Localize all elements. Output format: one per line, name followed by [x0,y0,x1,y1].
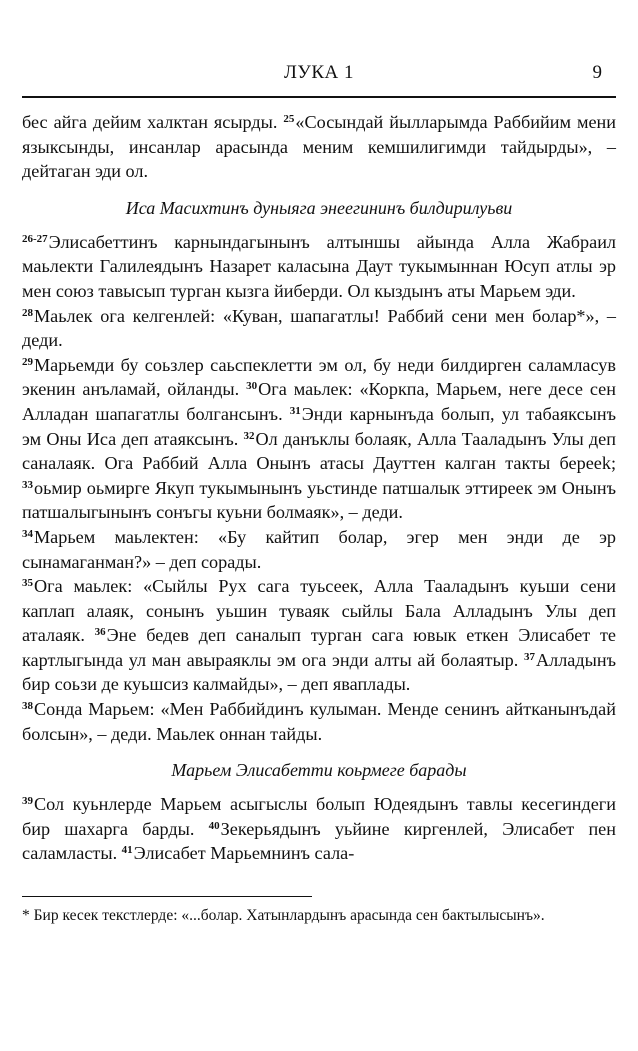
section-heading: Иса Масихтинъ дуныяга энеегининъ билдирилуьви [125,197,513,218]
verse-text: Ога маьлек: «Коркпа, Марьем, неге десе сен Алладан шапагатлы болгансынъ. [22,379,616,424]
verse-number: 31 [289,404,301,417]
running-header [22,62,616,86]
verse-text: Зекерьядынъ уьйине киргенлей, Элисабет пен саламласты. [22,818,616,864]
paragraph [22,110,616,184]
verse-text: бес айга дейим халктан ясырды. [22,112,284,132]
verse-number: 28 [22,306,33,319]
verse-text: Марьем маьлектен: «Бу кайтип болар, эгер мен энди де эр сынамаганман?» – деп сорады. [22,526,616,572]
verse-text: Ол данъклы болаяк, Алла Тааладынъ Улы деп саналаяк. Ога Раббий Алла Онынъ атасы Дауттен калган такты берееk; [22,428,616,474]
verse-text: Маьлек ога келгенлей: «Куван, шапагатлы! Раббий сени мен болар*», – деди. [22,305,616,351]
verse-text: Энди карнынъда болып, ул табаяксынъ эм Оны Иса деп атаяксынъ. [22,403,616,449]
verse-number: 33 [22,478,33,491]
section-heading: Марьем Элисабетти коьрмеге барады [171,760,467,781]
verse-text: Алладынъ бир соьзи де куьшсиз калмайды», – деп яваплады. [22,649,616,695]
page-number: 9 [592,62,602,83]
verse-number: 30 [246,380,258,393]
verse-text: Элисабет Марьемнинъ сала- [133,843,355,864]
paragraph [22,525,616,574]
verse-text: Марьемди бу соьзлер саьспеклетти эм ол, бу неди билдирген саламласув экенин анъламай, ойланды. [22,354,616,400]
verse-number: 32 [243,429,255,442]
verse-number: 36 [94,626,106,639]
verse-text: Элисабеттинъ карнындагынынъ алтыншы айында Алла Жабраил маьлекти Галилеядынъ Назарет каласына Даут тукымыннан Юсуп атлы эр мен союз тавысып турган кызга йиберди. Ол кыздынъ аты Марьем эди. [22,231,616,301]
verse-number: 34 [22,527,33,540]
verse-number: 38 [22,700,33,713]
verse-text: Сонда Марьем: «Мен Раббийдинъ кулыман. Менде сенинъ айтканынъдай болсын», – деди. Маьлек оннан тайды. [22,699,616,744]
verse-number: 41 [121,844,133,857]
verse-number: 39 [22,795,33,808]
paragraph [22,574,616,697]
verse-text: оьмир оьмирге Якуп тукымынынъ уьстинде патшалык эттиреек эм Онынъ патшалыгынынъ сонъгы куьни болмаяк», – деди. [22,477,616,523]
verse-number: 40 [208,819,220,832]
paragraph [22,697,616,746]
verse-number: 35 [22,577,33,590]
paragraph [22,353,616,525]
verse-text: «Сосындай йылларымда Раббийим мени языксынды, инсанлар арасында меним кемшилигимди тайдырды», – дейтаган эди ол. [22,112,616,182]
body-text [22,110,616,866]
verse-number: 25 [283,113,295,125]
verse-number: 37 [524,650,536,663]
paragraph [22,230,616,304]
running-title: ЛУКА 1 [284,62,354,83]
paragraph [22,304,616,353]
document-page [22,0,616,1051]
header-rule [22,96,616,98]
verse-text: Эне бедев деп саналып турган сага ювык еткен Элисабет те картлыгында ул ман авыраяклы эм ога энди алты ай болаятыр. [22,625,616,670]
verse-text: Сол куьнлерде Марьем асыгыслы болып Юдеядынъ тавлы кесегиндеги бир шахарга барды. [22,794,616,839]
verse-number: 29 [22,355,33,368]
paragraph [22,792,616,866]
footnote-rule [22,896,312,897]
verse-number: 26-27 [22,232,48,245]
verse-text: Ога маьлек: «Сыйлы Рух сага туьсеек, Алла Тааладынъ куьши сени каплап алаяк, сонынъ уьшин туваяк сыйлы Бала Алладынъ Улы деп аталаяк. [22,576,616,646]
footnote: * Бир кесек текстлерде: «...болар. Хатынлардынъ арасында сен бактылысынъ». [22,907,545,924]
